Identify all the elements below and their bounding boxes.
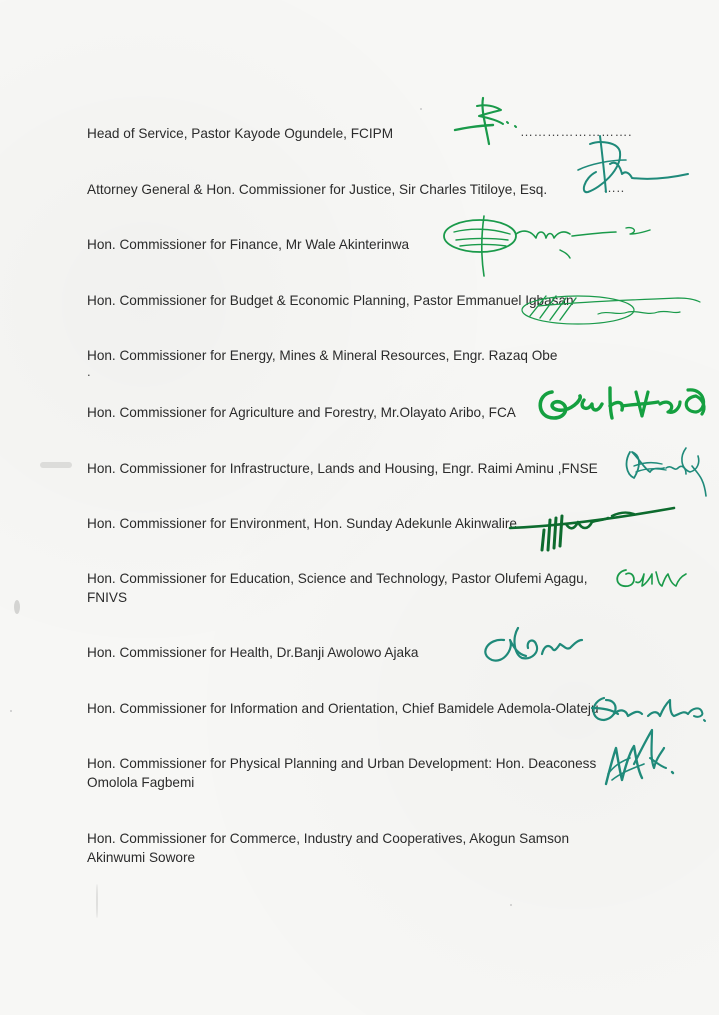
paper-speck	[10, 710, 12, 712]
signature-finance	[440, 210, 655, 280]
paper-speck	[14, 600, 20, 614]
signatory-energy: Hon. Commissioner for Energy, Mines & Mineral Resources, Engr. Razaq Obe	[87, 348, 558, 363]
signatory-agriculture: Hon. Commissioner for Agriculture and Forestry, Mr.Olayato Aribo, FCA	[87, 405, 516, 420]
signatory-education: Hon. Commissioner for Education, Science and Technology, Pastor Olufemi Agagu, FNIVS	[87, 571, 588, 605]
signatory-commerce: Hon. Commissioner for Commerce, Industry and Cooperatives, Akogun Samson Akinwumi Sowore	[87, 831, 570, 865]
signature-education	[612, 562, 692, 598]
signature-agriculture	[530, 378, 710, 438]
signature-physical-planning	[600, 718, 680, 794]
signatory-finance: Hon. Commissioner for Finance, Mr Wale Akinterinwa	[87, 237, 410, 252]
signature-infrastructure	[620, 438, 715, 500]
signatory-attorney-general: Attorney General & Hon. Commissioner for Justice, Sir Charles Titiloye, Esq.	[87, 182, 548, 197]
signature-health	[474, 618, 584, 668]
paper-speck	[420, 108, 422, 110]
signatory-environment: Hon. Commissioner for Environment, Hon. Sunday Adekunle Akinwalire	[87, 516, 517, 531]
paper-speck	[510, 904, 512, 906]
paper-speck	[96, 884, 98, 918]
signatory-infrastructure: Hon. Commissioner for Infrastructure, Lands and Housing, Engr. Raimi Aminu ,FNSE	[87, 461, 598, 476]
signature-line-dots: …………………….	[520, 124, 633, 139]
signature-line-dots: …..	[603, 180, 625, 195]
signature-attorney-general	[570, 130, 695, 200]
signature-budget	[518, 286, 703, 336]
paper-speck	[40, 462, 72, 468]
signatory-information: Hon. Commissioner for Information and Orientation, Chief Bamidele Ademola-Olateju	[87, 701, 599, 716]
signatory-health: Hon. Commissioner for Health, Dr.Banji Awolowo Ajaka	[87, 645, 419, 660]
signatory-budget: Hon. Commissioner for Budget & Economic Planning, Pastor Emmanuel Igbasan	[87, 293, 574, 308]
signature-head-of-service	[445, 92, 525, 152]
stray-mark: .	[87, 364, 92, 379]
signatory-physical-planning: Hon. Commissioner for Physical Planning and Urban Development: Hon. Deaconess Omolola Fagbemi	[87, 756, 597, 790]
signatory-head-of-service: Head of Service, Pastor Kayode Ogundele, FCIPM	[87, 126, 394, 141]
signature-environment	[508, 500, 678, 556]
